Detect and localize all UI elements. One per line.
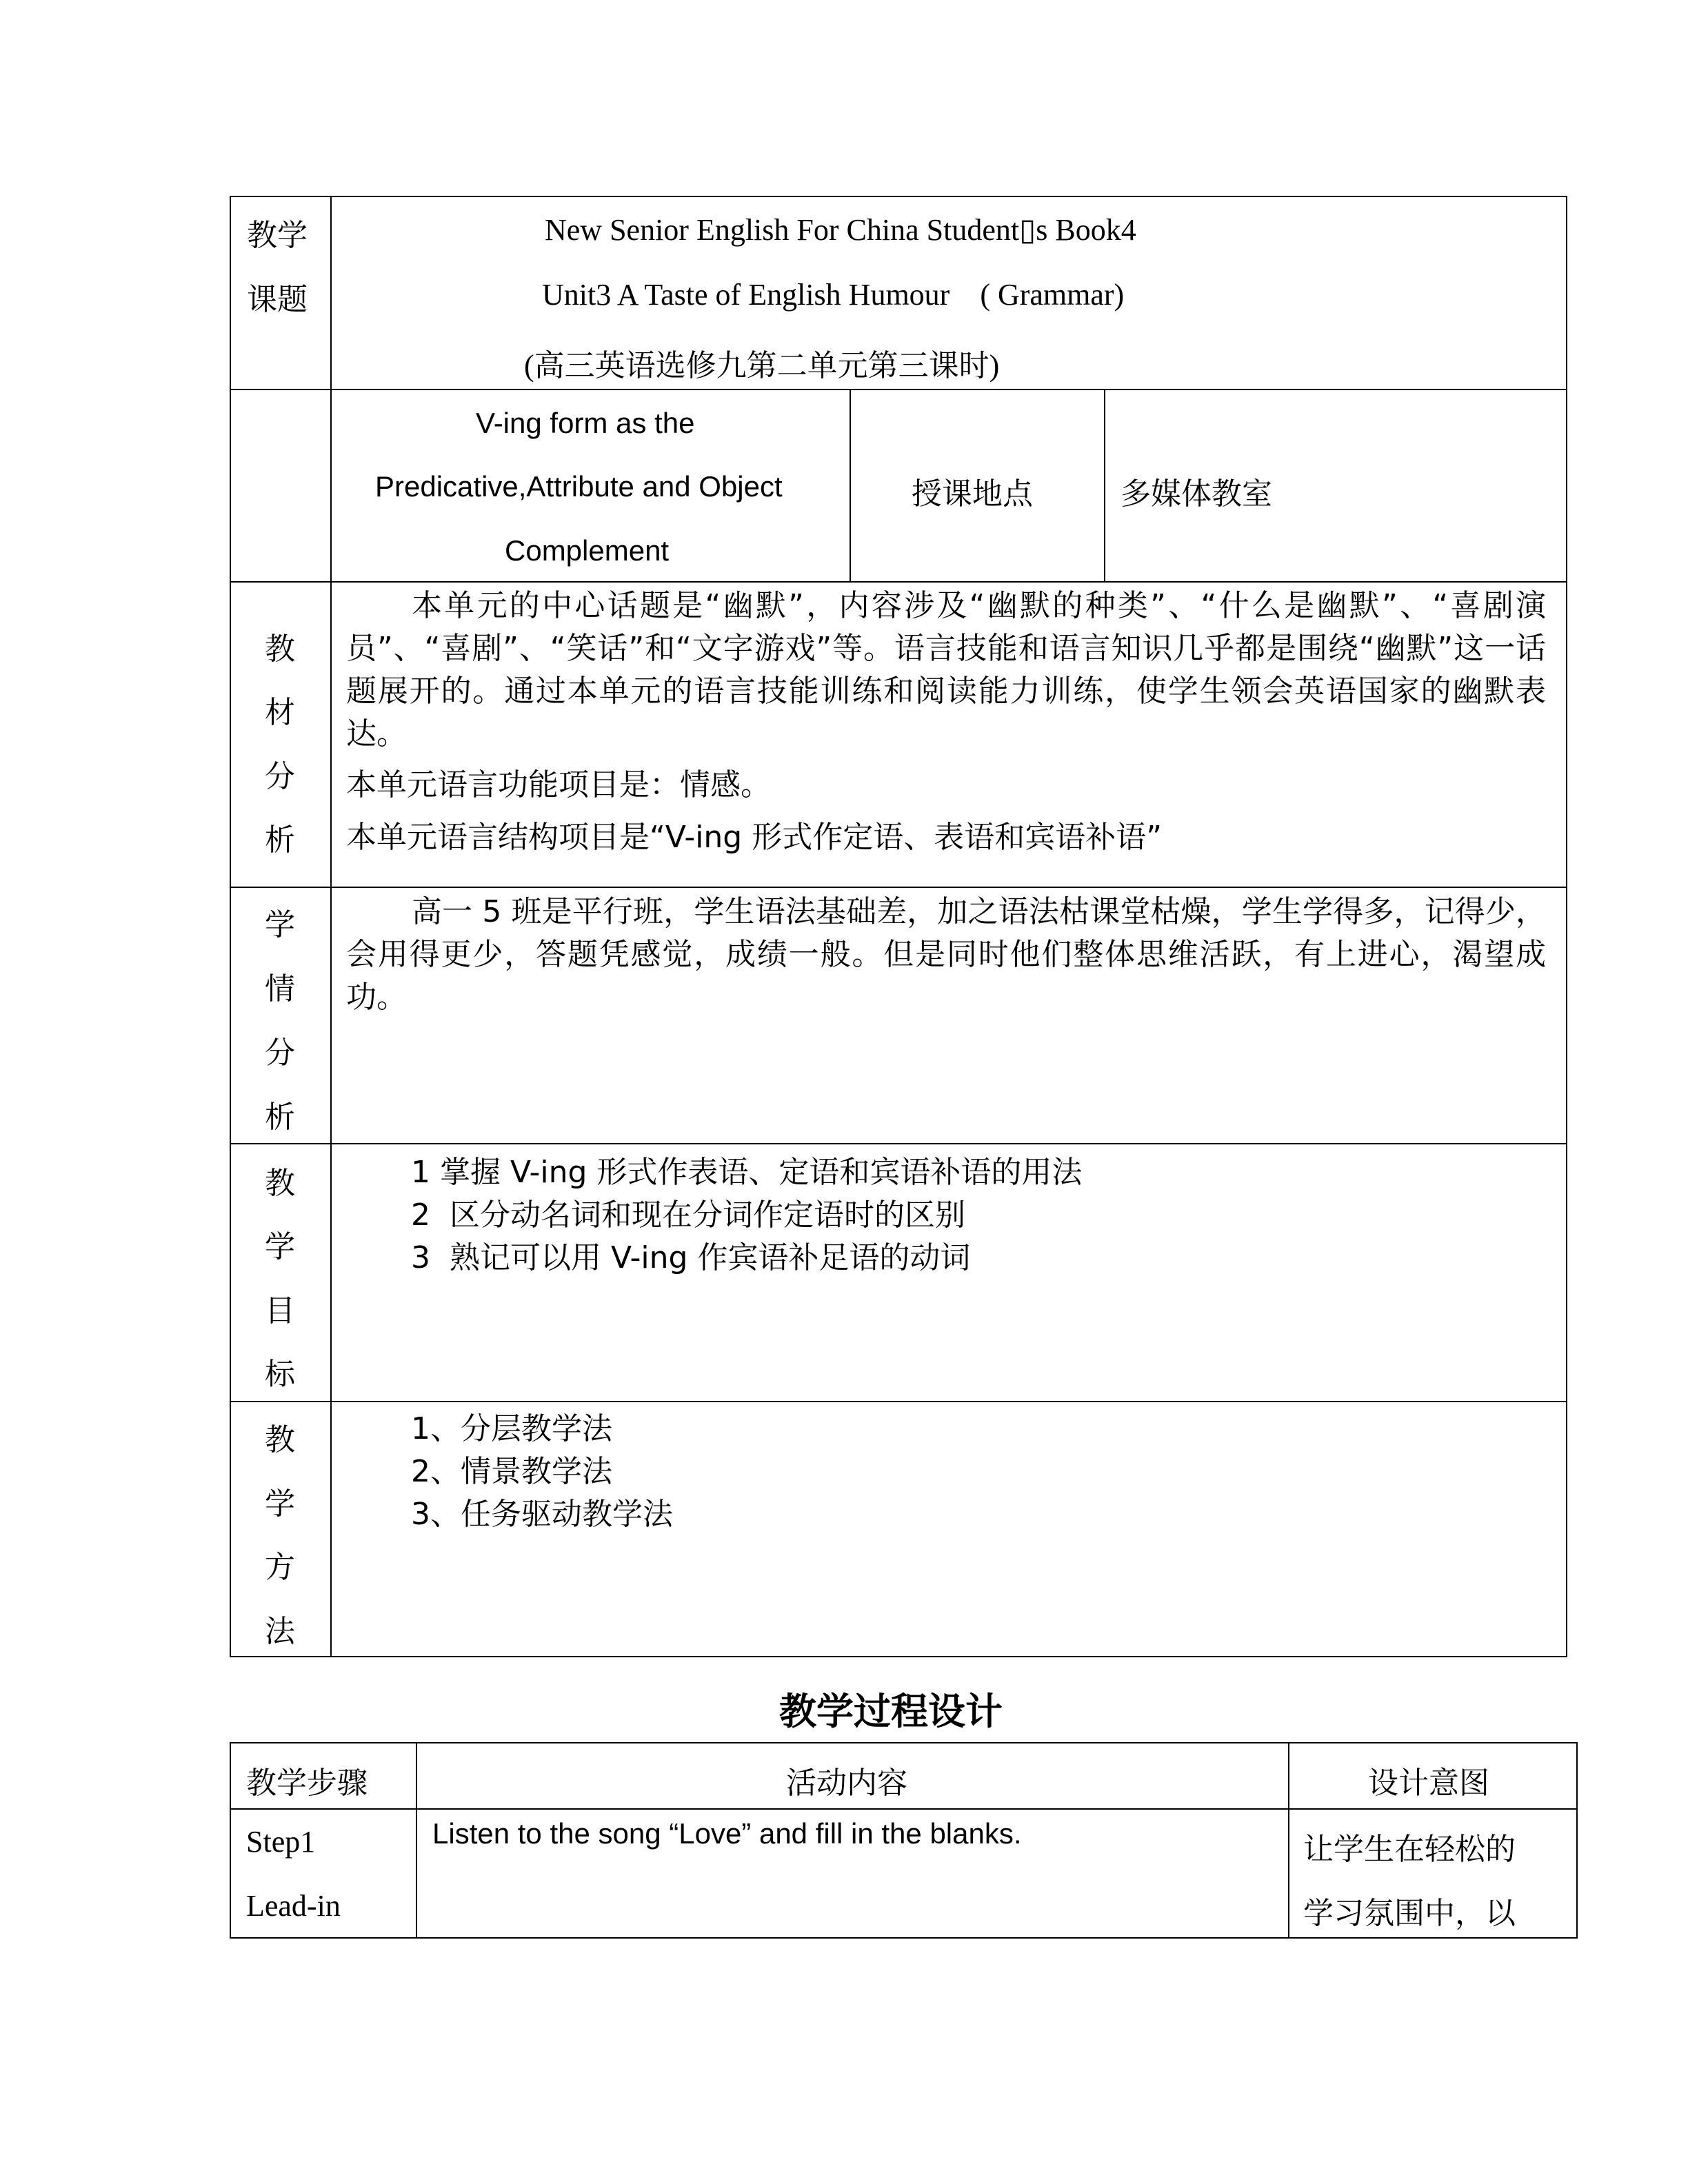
unit-title: Unit3 A Taste of English Humour ( Grammar) <box>542 278 1125 312</box>
step-label: Step1 <box>246 1825 316 1859</box>
label-char: 学 <box>265 907 295 942</box>
header-activity: 活动内容 <box>786 1766 907 1801</box>
objective-item: 1 掌握 V-ing 形式作表语、定语和宾语补语的用法 <box>411 1155 1083 1190</box>
topic-label-char: 教学 <box>247 218 308 253</box>
grammar-topic-line: Complement <box>505 534 670 567</box>
label-char: 分 <box>265 759 295 794</box>
material-analysis-paragraph: 本单元的中心话题是“幽默”，内容涉及“幽默的种类”、“什么是幽默”、“喜剧演员”、“喜剧”、“笑话”和“文字游戏”等。语言技能和语言知识几乎都是围绕“幽默”这一话题展开的。通过本单元的语言技能训练和阅读能力训练，使学生领会英语国家的幽默表达。 <box>346 588 1546 751</box>
method-item: 2、情景教学法 <box>411 1454 612 1489</box>
header-steps: 教学步骤 <box>246 1766 368 1801</box>
label-char: 析 <box>265 822 295 858</box>
label-char: 材 <box>265 695 295 730</box>
step-name: Lead-in <box>246 1889 341 1923</box>
header-intent: 设计意图 <box>1368 1766 1489 1801</box>
location-label: 授课地点 <box>912 476 1033 512</box>
material-language-structure: 本单元语言结构项目是“V-ing 形式作定语、表语和宾语补语” <box>346 820 1163 855</box>
intent-line: 让学生在轻松的 <box>1303 1832 1516 1867</box>
intent-line: 学习氛围中，以 <box>1303 1896 1516 1931</box>
topic-label-char: 课题 <box>247 282 308 317</box>
label-char: 分 <box>265 1035 295 1071</box>
grammar-topic-line: V-ing form as the <box>476 407 695 439</box>
method-item: 1、分层教学法 <box>411 1411 612 1446</box>
location-value: 多媒体教室 <box>1121 476 1272 512</box>
objective-item: 3 熟记可以用 V-ing 作宾语补足语的动词 <box>411 1240 971 1275</box>
activity-content: Listen to the song “Love” and fill in the blanks. <box>432 1817 1022 1850</box>
label-char: 标 <box>265 1357 295 1392</box>
label-char: 学 <box>265 1486 295 1521</box>
grammar-topic-line: Predicative,Attribute and Object <box>375 470 783 503</box>
label-char: 方 <box>265 1550 295 1585</box>
label-char: 教 <box>265 631 295 667</box>
section-title: 教学过程设计 <box>779 1690 1003 1733</box>
label-char: 情 <box>265 971 295 1007</box>
label-char: 学 <box>265 1229 295 1264</box>
method-item: 3、任务驱动教学法 <box>411 1497 673 1532</box>
label-char: 教 <box>265 1166 295 1201</box>
course-title: New Senior English For China Student▯s Book4 <box>545 213 1136 247</box>
lesson-subtitle: (高三英语选修九第二单元第三课时) <box>524 349 1000 383</box>
label-char: 法 <box>265 1614 295 1649</box>
label-char: 析 <box>265 1100 295 1135</box>
label-char: 教 <box>265 1422 295 1457</box>
material-language-function: 本单元语言功能项目是：情感。 <box>346 767 771 802</box>
label-char: 目 <box>265 1293 295 1328</box>
student-analysis-paragraph: 高一 5 班是平行班，学生语法基础差，加之语法枯课堂枯燥，学生学得多，记得少，会用得更少，答题凭感觉，成绩一般。但是同时他们整体思维活跃，有上进心，渴望成功。 <box>346 894 1546 1015</box>
objective-item: 2 区分动名词和现在分词作定语时的区别 <box>411 1197 965 1233</box>
